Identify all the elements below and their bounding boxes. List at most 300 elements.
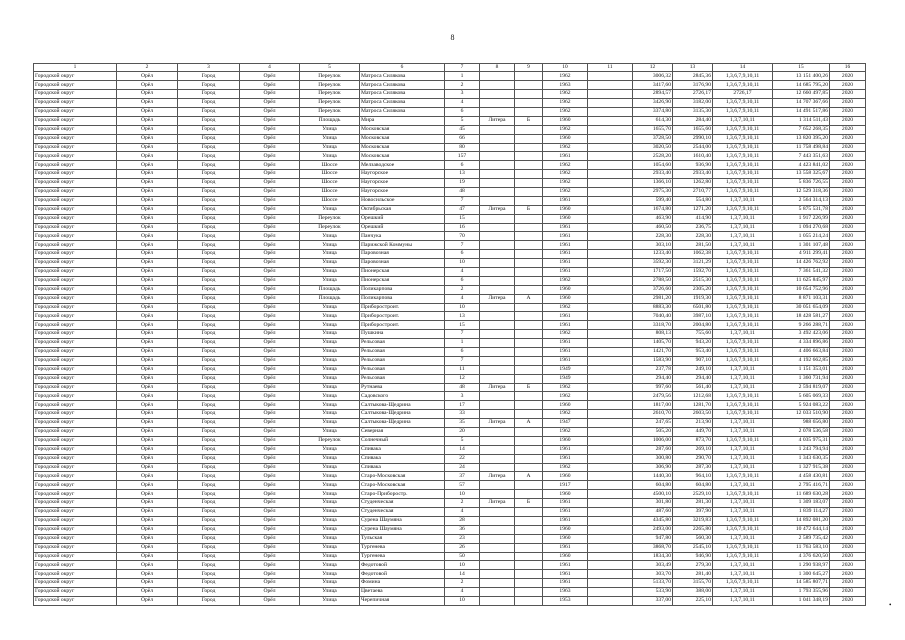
table-cell: 1,3,6,7,9,10,11 <box>713 348 773 357</box>
table-cell <box>588 179 633 188</box>
table-cell: 1960 <box>543 116 588 125</box>
table-cell: 1961 <box>543 499 588 508</box>
table-cell: Городской округ <box>34 596 117 605</box>
table-cell: 12 529 318,36 <box>773 187 830 196</box>
table-cell <box>480 579 515 588</box>
table-cell: 2020 <box>830 428 866 437</box>
table-cell: 2 564 314,13 <box>773 196 830 205</box>
table-row <box>34 214 866 223</box>
table-cell: Город <box>178 330 240 339</box>
table-cell: 1961 <box>543 232 588 241</box>
table-cell: 1 309 183,07 <box>773 499 830 508</box>
column-number: 10 <box>543 64 588 72</box>
table-cell: 13 <box>445 170 480 179</box>
table-cell: 237,78 <box>633 365 673 374</box>
table-cell: 3135,30 <box>673 107 713 116</box>
table-cell: 2020 <box>830 312 866 321</box>
table-cell: Орёл <box>117 187 178 196</box>
table-cell: 15 <box>445 214 480 223</box>
table-cell: Мира <box>360 116 445 125</box>
table-cell: 6 <box>445 276 480 285</box>
table-cell: 1006,00 <box>633 436 673 445</box>
table-cell: 4 911 299,41 <box>773 250 830 259</box>
table-row <box>34 303 866 312</box>
table-cell: 4500,10 <box>633 490 673 499</box>
table-cell <box>515 525 543 534</box>
table-cell: Орёл <box>240 143 300 152</box>
table-cell: 487,60 <box>633 508 673 517</box>
table-cell: 303,10 <box>633 241 673 250</box>
table-cell: 1962 <box>543 170 588 179</box>
table-cell: Улица <box>300 499 360 508</box>
table-cell <box>588 365 633 374</box>
table-cell <box>480 392 515 401</box>
table-cell: 2020 <box>830 463 866 472</box>
table-cell: 449,70 <box>673 428 713 437</box>
table-cell: 2610,70 <box>633 410 673 419</box>
table-cell: Литера <box>480 419 515 428</box>
table-row <box>34 561 866 570</box>
column-number: 5 <box>300 64 360 72</box>
table-cell <box>588 241 633 250</box>
table-cell: Улица <box>300 125 360 134</box>
table-row <box>34 330 866 339</box>
table-cell: Город <box>178 561 240 570</box>
table-cell: Улица <box>300 312 360 321</box>
table-cell: 9 266 288,71 <box>773 321 830 330</box>
table-cell: Городской округ <box>34 72 117 81</box>
table-cell: 1,3,7,10,11 <box>713 596 773 605</box>
table-cell <box>588 107 633 116</box>
table-cell: Б <box>515 499 543 508</box>
table-cell: 1 290 938,97 <box>773 561 830 570</box>
table-cell: 1 <box>445 339 480 348</box>
table-cell: Орёл <box>117 348 178 357</box>
table-cell: Орёл <box>240 241 300 250</box>
table-cell <box>515 392 543 401</box>
table-cell: Город <box>178 570 240 579</box>
table-cell: Б <box>515 116 543 125</box>
table-cell <box>588 499 633 508</box>
table-cell <box>480 561 515 570</box>
table-cell: 2 <box>445 81 480 90</box>
table-cell: Орёл <box>240 579 300 588</box>
table-cell: Город <box>178 196 240 205</box>
table-cell: 1960 <box>543 401 588 410</box>
table-cell: Улица <box>300 579 360 588</box>
table-cell: 1961 <box>543 152 588 161</box>
table-cell: Город <box>178 348 240 357</box>
table-cell: 1961 <box>543 508 588 517</box>
table-cell: Улица <box>300 339 360 348</box>
table-cell <box>480 436 515 445</box>
table-cell: Сурена Шаумяна <box>360 525 445 534</box>
table-cell: Город <box>178 179 240 188</box>
table-cell: Городской округ <box>34 170 117 179</box>
table-cell: 5 <box>445 116 480 125</box>
table-cell <box>515 508 543 517</box>
table-cell: Орёл <box>117 339 178 348</box>
table-cell: 2020 <box>830 383 866 392</box>
table-cell: 2 078 536,58 <box>773 428 830 437</box>
table-cell: 1592,70 <box>673 268 713 277</box>
table-cell: 1 839 114,27 <box>773 508 830 517</box>
table-cell: Городской округ <box>34 472 117 481</box>
table-cell: 18 428 581,27 <box>773 312 830 321</box>
table-cell: 12 660 497,85 <box>773 90 830 99</box>
table-cell: Тургенева <box>360 552 445 561</box>
table-cell: Панчука <box>360 232 445 241</box>
table-cell <box>515 401 543 410</box>
table-cell: 755,60 <box>673 330 713 339</box>
table-cell: 1960 <box>543 525 588 534</box>
table-cell: Орёл <box>240 152 300 161</box>
table-cell: Город <box>178 116 240 125</box>
table-cell: 2020 <box>830 214 866 223</box>
table-cell: Орёл <box>240 99 300 108</box>
table-cell <box>515 534 543 543</box>
table-row <box>34 170 866 179</box>
table-cell: Орёл <box>240 463 300 472</box>
table-cell: 1960 <box>543 205 588 214</box>
table-cell: Орёл <box>240 392 300 401</box>
table-cell: 4 035 975,31 <box>773 436 830 445</box>
table-cell: Б <box>515 383 543 392</box>
table-cell: 1,3,7,10,11 <box>713 330 773 339</box>
table-cell: Город <box>178 552 240 561</box>
table-cell: 808,13 <box>633 330 673 339</box>
table-cell <box>588 143 633 152</box>
table-cell: 11 689 630,28 <box>773 490 830 499</box>
table-cell <box>588 99 633 108</box>
table-cell: Городской округ <box>34 116 117 125</box>
table-cell: Спивака <box>360 445 445 454</box>
table-cell <box>480 152 515 161</box>
table-cell <box>588 356 633 365</box>
table-cell: 4 458 430,81 <box>773 472 830 481</box>
table-cell: 1674,80 <box>633 205 673 214</box>
table-cell: Тургенева <box>360 543 445 552</box>
table-cell: 2020 <box>830 508 866 517</box>
table-cell: 2529,10 <box>673 490 713 499</box>
table-cell: Б <box>515 205 543 214</box>
table-cell: 1834,30 <box>633 552 673 561</box>
table-row <box>34 499 866 508</box>
table-cell: 2020 <box>830 588 866 597</box>
table-cell: Орёл <box>240 436 300 445</box>
table-cell: 1262,80 <box>673 179 713 188</box>
table-cell: Город <box>178 107 240 116</box>
table-cell: 2020 <box>830 525 866 534</box>
table-cell: 2020 <box>830 534 866 543</box>
table-cell: Городской округ <box>34 401 117 410</box>
table-row <box>34 196 866 205</box>
table-cell: 2020 <box>830 205 866 214</box>
table-cell: 2 795 416,71 <box>773 481 830 490</box>
table-cell <box>480 508 515 517</box>
table-cell: Салтыкова-Щедрина <box>360 410 445 419</box>
table-cell <box>515 232 543 241</box>
table-cell: 1655,60 <box>673 125 713 134</box>
table-cell: 301,80 <box>633 499 673 508</box>
table-cell: 1960 <box>543 294 588 303</box>
table-cell: 1421,70 <box>633 348 673 357</box>
table-cell: 10 <box>445 490 480 499</box>
table-cell <box>588 268 633 277</box>
table-cell <box>588 436 633 445</box>
table-cell: 47 <box>445 205 480 214</box>
table-cell: Орёл <box>117 552 178 561</box>
table-cell: Шоссе <box>300 170 360 179</box>
table-cell <box>588 419 633 428</box>
table-cell: Городской округ <box>34 508 117 517</box>
table-cell: Орёл <box>117 445 178 454</box>
table-cell <box>480 454 515 463</box>
table-cell: Городской округ <box>34 179 117 188</box>
table-cell <box>480 214 515 223</box>
table-cell: Городской округ <box>34 143 117 152</box>
table-cell: 2020 <box>830 339 866 348</box>
table-cell: 1366,10 <box>633 179 673 188</box>
table-cell: 4 <box>445 268 480 277</box>
table-cell: 14 <box>445 570 480 579</box>
table-cell: 11 763 583,10 <box>773 543 830 552</box>
table-cell <box>515 134 543 143</box>
table-cell: Городской округ <box>34 268 117 277</box>
table-cell: 614,30 <box>633 116 673 125</box>
table-cell <box>515 276 543 285</box>
table-cell: 1962 <box>543 392 588 401</box>
table-cell: Площадь <box>300 116 360 125</box>
table-cell: Улица <box>300 534 360 543</box>
table-cell: Орёл <box>117 392 178 401</box>
table-cell: 2020 <box>830 410 866 419</box>
table-cell: Орёл <box>240 187 300 196</box>
table-cell: 2710,77 <box>673 187 713 196</box>
table-cell: 2544,00 <box>673 143 713 152</box>
table-cell: Матроса Силякова <box>360 107 445 116</box>
table-cell: 1,3,7,10,11 <box>713 365 773 374</box>
table-cell: Орёл <box>117 579 178 588</box>
table-cell: Городской округ <box>34 250 117 259</box>
table-cell: 66 <box>445 134 480 143</box>
table-cell: Город <box>178 543 240 552</box>
table-cell <box>480 268 515 277</box>
table-cell: Орёл <box>240 419 300 428</box>
table-cell: 48 <box>445 383 480 392</box>
table-cell <box>588 454 633 463</box>
table-cell: Орёл <box>117 214 178 223</box>
table-cell: Город <box>178 596 240 605</box>
table-cell: Город <box>178 445 240 454</box>
table-cell: 1440,30 <box>633 472 673 481</box>
table-row <box>34 107 866 116</box>
table-cell: 228,30 <box>673 232 713 241</box>
table-cell: 3417,60 <box>633 81 673 90</box>
table-cell: 2020 <box>830 285 866 294</box>
table-cell: 1917 <box>543 481 588 490</box>
table-cell <box>588 508 633 517</box>
table-cell: Орёл <box>240 481 300 490</box>
table-cell: Орёл <box>240 508 300 517</box>
table-cell: Город <box>178 294 240 303</box>
table-cell: 1 055 214,24 <box>773 232 830 241</box>
table-cell <box>480 552 515 561</box>
table-cell: 1,3,6,7,9,10,11 <box>713 339 773 348</box>
table-cell: 1961 <box>543 454 588 463</box>
table-cell: Паровозная <box>360 250 445 259</box>
table-cell: Улица <box>300 508 360 517</box>
table-cell: 2020 <box>830 516 866 525</box>
table-cell <box>588 81 633 90</box>
table-cell <box>480 570 515 579</box>
table-cell: 3592,30 <box>633 259 673 268</box>
table-cell <box>480 250 515 259</box>
table-cell <box>588 125 633 134</box>
table-cell: Город <box>178 259 240 268</box>
table-cell: Город <box>178 401 240 410</box>
table-cell: 2020 <box>830 499 866 508</box>
column-number: 15 <box>773 64 830 72</box>
table-cell: 4 423 841,02 <box>773 161 830 170</box>
table-cell: Шоссе <box>300 196 360 205</box>
table-cell: Орёл <box>240 250 300 259</box>
table-cell: Орёл <box>240 516 300 525</box>
table-cell: Городской округ <box>34 223 117 232</box>
table-cell <box>588 428 633 437</box>
table-cell: Орёл <box>117 134 178 143</box>
table-cell: Наугорское <box>360 187 445 196</box>
table-cell: 12 033 510,90 <box>773 410 830 419</box>
column-number: 16 <box>830 64 866 72</box>
table-cell: Городской округ <box>34 490 117 499</box>
table-row <box>34 579 866 588</box>
table-cell <box>588 445 633 454</box>
table-cell: 1953 <box>543 596 588 605</box>
table-cell: Городской округ <box>34 152 117 161</box>
table-cell: Матроса Силякова <box>360 81 445 90</box>
column-number: 12 <box>633 64 673 72</box>
table-cell: 2020 <box>830 436 866 445</box>
table-cell: 6501,80 <box>673 303 713 312</box>
table-cell: 14 892 081,20 <box>773 516 830 525</box>
table-cell: Город <box>178 419 240 428</box>
table-cell: Орёл <box>240 232 300 241</box>
table-cell: Орёл <box>117 285 178 294</box>
table-cell: Улица <box>300 392 360 401</box>
table-row <box>34 99 866 108</box>
table-cell <box>480 81 515 90</box>
table-cell: Городской округ <box>34 419 117 428</box>
table-cell: Орёл <box>117 179 178 188</box>
table-cell: Площадь <box>300 285 360 294</box>
table-cell <box>515 250 543 259</box>
table-cell <box>515 374 543 383</box>
table-cell: Тульская <box>360 534 445 543</box>
table-cell: Рельсовая <box>360 348 445 357</box>
table-cell: Улица <box>300 303 360 312</box>
table-cell <box>480 516 515 525</box>
table-cell: 1961 <box>543 250 588 259</box>
table-cell <box>588 330 633 339</box>
table-row <box>34 312 866 321</box>
table-cell <box>480 356 515 365</box>
table-cell: Город <box>178 383 240 392</box>
table-cell: 3 492 423,06 <box>773 330 830 339</box>
table-cell: А <box>515 419 543 428</box>
table-cell: 5 924 083,22 <box>773 401 830 410</box>
table-cell: 3426,90 <box>633 99 673 108</box>
table-cell: Переулок <box>300 436 360 445</box>
table-cell <box>588 161 633 170</box>
table-cell: Орёл <box>117 81 178 90</box>
table-cell <box>480 223 515 232</box>
table-cell <box>515 81 543 90</box>
table-cell: Городской округ <box>34 205 117 214</box>
table-cell: 1962 <box>543 383 588 392</box>
table-cell: Орёл <box>240 285 300 294</box>
table-cell: Городской округ <box>34 428 117 437</box>
table-cell <box>480 401 515 410</box>
table-cell: Орёл <box>117 588 178 597</box>
table-cell: Орёл <box>117 250 178 259</box>
table-cell <box>480 463 515 472</box>
table-cell: Улица <box>300 445 360 454</box>
table-cell: Орёл <box>117 303 178 312</box>
table-cell: Московская <box>360 125 445 134</box>
table-cell: 1717,50 <box>633 268 673 277</box>
table-cell: Улица <box>300 419 360 428</box>
table-cell: Московская <box>360 152 445 161</box>
table-cell: 388,00 <box>673 588 713 597</box>
table-cell <box>480 490 515 499</box>
table-cell: 28 <box>445 516 480 525</box>
table-cell: Городской округ <box>34 356 117 365</box>
table-cell: 300,80 <box>633 454 673 463</box>
table-cell: 306,90 <box>633 463 673 472</box>
table-row <box>34 90 866 99</box>
column-number: 11 <box>588 64 633 72</box>
table-cell: Орёл <box>117 401 178 410</box>
table-cell: 1,3,6,7,9,10,11 <box>713 72 773 81</box>
table-cell: 2020 <box>830 134 866 143</box>
table-cell: Фомина <box>360 579 445 588</box>
table-cell: 1,3,7,10,11 <box>713 463 773 472</box>
table-cell: Орёл <box>117 543 178 552</box>
table-cell: 2990,10 <box>673 134 713 143</box>
table-cell: 1,3,6,7,9,10,11 <box>713 472 773 481</box>
table-cell: 1962 <box>543 303 588 312</box>
table-cell: 1960 <box>543 285 588 294</box>
table-cell: Северная <box>360 428 445 437</box>
table-cell: 1960 <box>543 472 588 481</box>
table-cell: Город <box>178 214 240 223</box>
table-cell <box>588 152 633 161</box>
table-cell: 2933,40 <box>633 170 673 179</box>
table-cell <box>515 170 543 179</box>
table-cell: 2004,80 <box>673 321 713 330</box>
table-cell: Орёл <box>240 223 300 232</box>
table-cell: Переулок <box>300 81 360 90</box>
table-cell: 7 652 268,35 <box>773 125 830 134</box>
table-cell: Городской округ <box>34 196 117 205</box>
table-cell: 14 491 517,86 <box>773 107 830 116</box>
table-cell: 1962 <box>543 276 588 285</box>
table-cell: Орёл <box>240 107 300 116</box>
table-cell <box>515 410 543 419</box>
table-cell: 287,60 <box>633 445 673 454</box>
table-cell: Орёл <box>117 107 178 116</box>
